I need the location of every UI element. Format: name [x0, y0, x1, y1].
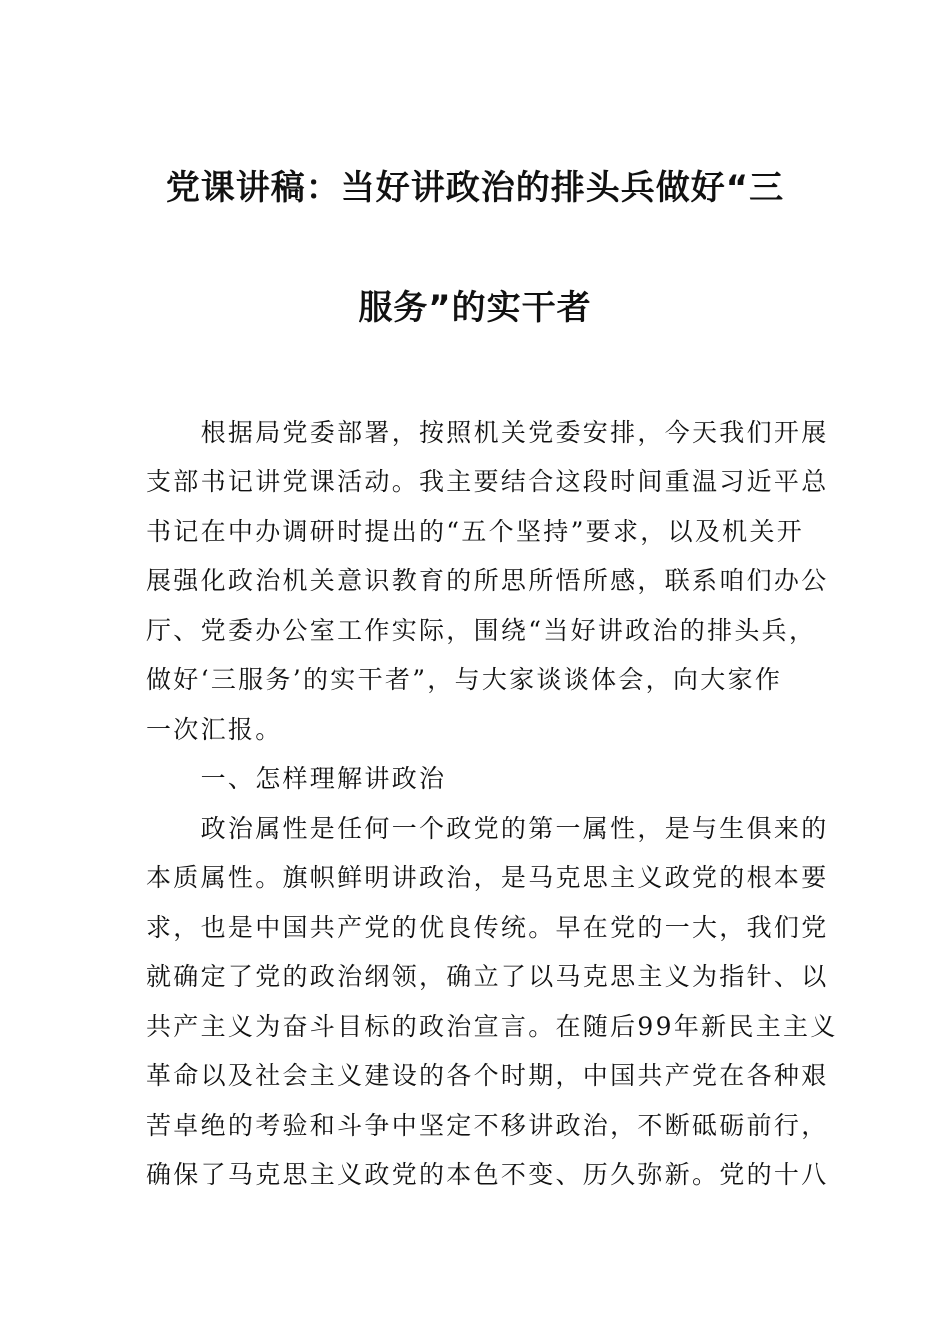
- paragraph-1-line: 根据局党委部署，按照机关党委安排，今天我们开展: [146, 418, 829, 447]
- paragraph-1-line: 厅、党委办公室工作实际，围绕“当好讲政治的排头兵，: [146, 616, 817, 645]
- paragraph-2-line: 求，也是中国共产党的优良传统。早在党的一大，我们党: [146, 913, 829, 942]
- paragraph-2-line: 本质属性。旗帜鲜明讲政治，是马克思主义政党的根本要: [146, 863, 829, 892]
- document-title-line-2: 服务”的实干者: [358, 288, 592, 328]
- paragraph-1-line: 做好‘三服务’的实干者”，与大家谈谈体会，向大家作: [146, 665, 783, 694]
- paragraph-1-line: 支部书记讲党课活动。我主要结合这段时间重温习近平总: [146, 467, 829, 496]
- paragraph-2-line: 政治属性是任何一个政党的第一属性，是与生俱来的: [146, 814, 829, 843]
- paragraph-1-line: 展强化政治机关意识教育的所思所悟所感，联系咱们办公: [146, 566, 829, 595]
- paragraph-2-line: 就确定了党的政治纲领，确立了以马克思主义为指针、以: [146, 962, 829, 991]
- paragraph-2-line: 苦卓绝的考验和斗争中坚定不移讲政治，不断砥砺前行，: [146, 1111, 829, 1140]
- paragraph-2-line: 确保了马克思主义政党的本色不变、历久弥新。党的十八: [146, 1160, 829, 1189]
- document-title-line-1: 党课讲稿：当好讲政治的排头兵做好“三: [165, 168, 785, 208]
- paragraph-1-line: 一次汇报。: [146, 715, 283, 744]
- section-heading: 一、怎样理解讲政治: [146, 764, 447, 793]
- paragraph-2-line: 共产主义为奋斗目标的政治宣言。在随后99年新民主主义: [146, 1012, 838, 1041]
- paragraph-2-line: 革命以及社会主义建设的各个时期，中国共产党在各种艰: [146, 1061, 829, 1090]
- paragraph-1-line: 书记在中办调研时提出的“五个坚持”要求，以及机关开: [146, 517, 805, 546]
